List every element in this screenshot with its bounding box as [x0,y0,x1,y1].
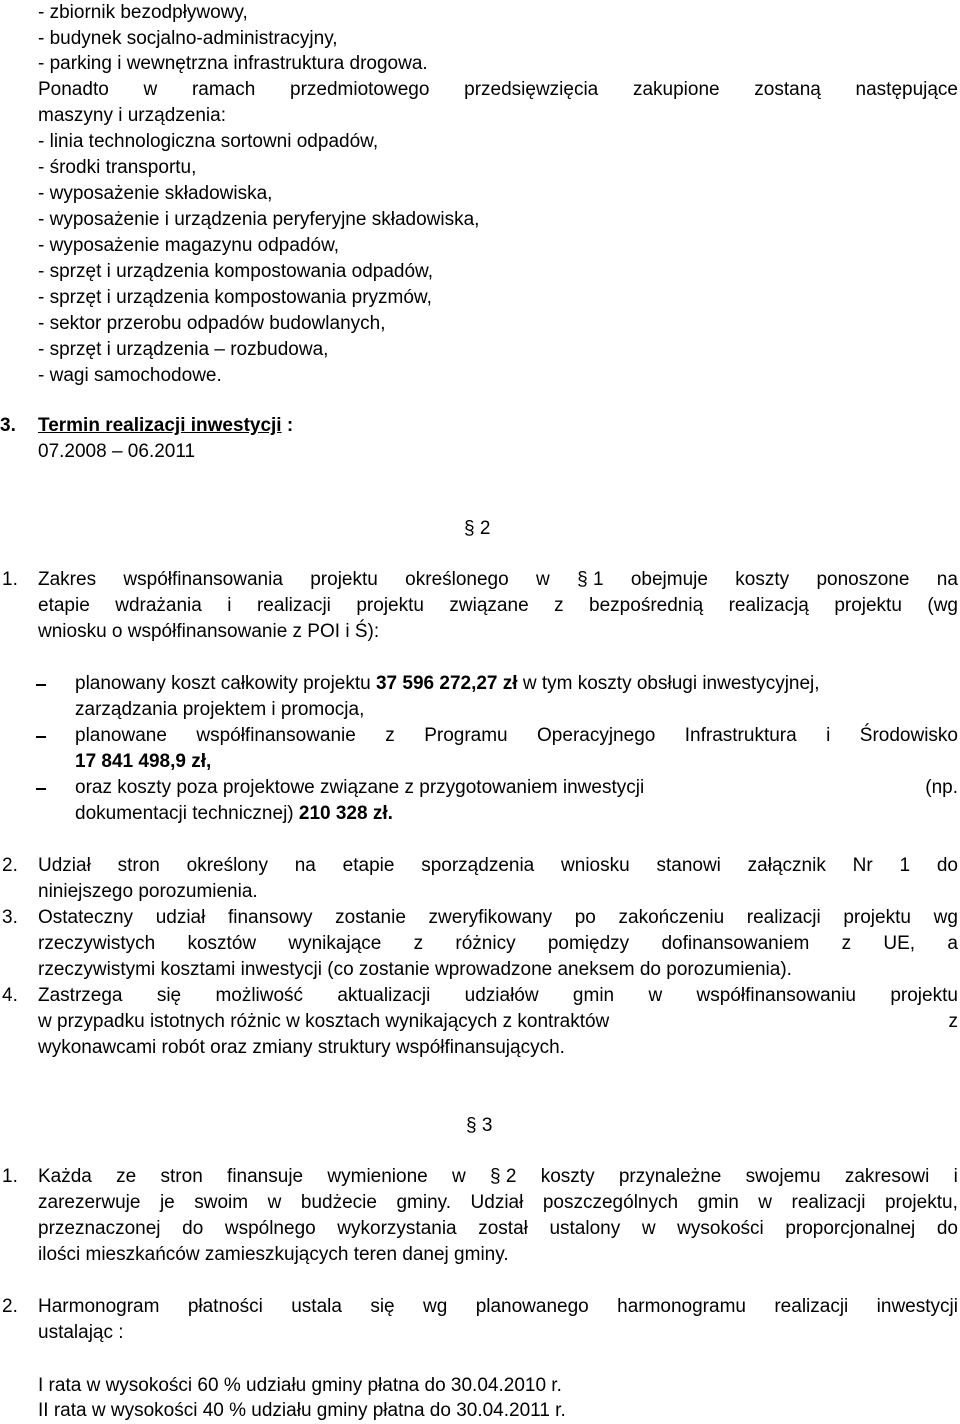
list-item: - wyposażenie składowiska, [38,183,273,204]
word: kosztów [187,933,257,954]
justified-line [75,778,958,797]
word: projektu, [884,1192,958,1213]
word: do [182,1218,204,1239]
word: ramach [191,79,256,100]
list-item: - sprzęt i urządzenia – rozbudowa, [38,339,329,360]
bullet-line [75,804,958,823]
word: Harmonogram [38,1296,160,1317]
installment-2: II rata w wysokości 40 % udziału gminy płatna do 30.04.2011 r. [38,1400,566,1421]
section-number: 3. [0,415,16,436]
word: realizacją [728,595,809,616]
text-span: planowany koszt całkowity projektu [75,673,376,694]
word: możliwość [215,985,304,1006]
word: Udział [470,1192,524,1213]
justified-line [38,1193,958,1212]
list-item: - środki transportu, [38,157,197,178]
word: swoim [194,1192,249,1213]
word: Zastrzega [38,985,123,1006]
word: gminy. [396,1192,452,1213]
justified-line [38,986,958,1005]
text-line: ilości mieszkańców zamieszkujących teren danej gminy. [38,1244,509,1265]
word: zostaną [754,79,821,100]
word: zakresowi [844,1166,930,1187]
word: stron [117,855,160,876]
word: załącznik [747,855,826,876]
justified-line [75,726,958,745]
section-heading-3: § 3 [466,1115,493,1136]
installment-1: I rata w wysokości 60 % udziału gminy płatna do 30.04.2010 r. [38,1375,562,1396]
word: projektu [834,595,902,616]
paragraph-number: 2. [2,855,18,876]
word: i [826,725,831,746]
word: z [948,1011,958,1032]
justified-line [38,1012,958,1031]
word: płatności [187,1296,263,1317]
word: projektu [843,907,911,928]
word: współfinansowanie [196,725,356,746]
word: następujące [855,79,958,100]
word: dofinansowaniem [661,933,810,954]
word: finansowy [227,907,313,928]
word: w [267,1192,282,1213]
word: się [370,1296,395,1317]
word: związane [449,595,529,616]
word: Zakres [38,569,97,590]
word: wniosku [561,855,630,876]
bullet-dash [36,684,46,686]
termin-heading [38,416,293,435]
word: z [841,933,852,954]
list-item: - sektor przerobu odpadów budowlanych, [38,313,386,334]
word: pomiędzy [547,933,630,954]
word: rzeczywistych [38,933,156,954]
word: z [385,725,395,746]
justified-line [38,908,958,927]
word: realizacji [774,1296,849,1317]
word: w [536,569,550,590]
word: inwestycji [876,1296,958,1317]
word: do [936,1218,958,1239]
word: Środowisko [859,725,958,746]
list-item: - sprzęt i urządzenia kompostowania pryzmów, [38,287,432,308]
word: je [159,1192,175,1213]
text-span: dokumentacji technicznej) [75,803,299,824]
justified-line [38,1219,958,1238]
word: ze [116,1166,137,1187]
word: stanowi [656,855,721,876]
word: wysokości [677,1218,764,1239]
word: Ostateczny [38,907,134,928]
word: oraz koszty poza projektowe związane z przygotowaniem inwestycji [75,777,645,798]
word: zakupione [632,79,720,100]
word: obejmuje [630,569,708,590]
text-line: - budynek socjalno-administracyjny, [38,28,338,49]
word: przynależne [618,1166,722,1187]
termin-colon: : [281,415,294,436]
word: wg [933,907,958,928]
text-line: - zbiornik bezodpływowy, [38,2,248,23]
word: gmin [572,985,615,1006]
word: projektu [890,985,958,1006]
word: określonego [405,569,509,590]
word: po [574,907,596,928]
word: wdrażania [115,595,202,616]
list-item: - wyposażenie magazynu odpadów, [38,235,340,256]
text-line: rzeczywistymi kosztami inwestycji (co zostanie wprowadzone aneksem do porozumienia). [38,959,792,980]
word: przeznaczonej [38,1218,161,1239]
word: koszty [540,1166,595,1187]
word: planowane [75,725,167,746]
word: UE, [883,933,916,954]
word: w [143,79,158,100]
text-span: w tym koszty obsługi inwestycyjnej, [517,673,820,694]
word: poszczególnych [542,1192,679,1213]
word: Nr [852,855,873,876]
word: określony [186,855,268,876]
word: 1 [899,855,911,876]
paragraph-number: 4. [2,985,18,1006]
extra-cost: 210 328 zł. [298,803,393,824]
text-line: - parking i wewnętrzna infrastruktura drogowa. [38,53,428,74]
word: Operacyjnego [537,725,656,746]
word: budżecie [300,1192,377,1213]
word: harmonogramu [617,1296,746,1317]
total-cost: 37 596 272,27 zł [375,673,518,694]
word: stron [160,1166,203,1187]
word: w [648,985,663,1006]
word: w przypadku istotnych różnic w kosztach wynikających z kontraktów [38,1011,610,1032]
word: ustala [291,1296,342,1317]
word: się [156,985,182,1006]
word: ponoszone [816,569,910,590]
list-item: - linia technologiczna sortowni odpadów, [38,131,379,152]
cofinancing-amount: 17 841 498,9 zł, [75,751,212,772]
word: przedsięwzięcia [464,79,599,100]
word: ustalony [549,1218,621,1239]
termin-dates: 07.2008 – 06.2011 [38,441,196,462]
word: przedmiotowego [290,79,430,100]
word: współfinansowania [123,569,283,590]
text-line: zarządzania projektem i promocja, [75,699,365,720]
text-line: niniejszego porozumienia. [38,881,258,902]
list-item: - wyposażenie i urządzenia peryferyjne składowiska, [38,209,480,230]
text-line: wniosku o współfinansowanie z POI i Ś): [38,621,380,642]
word: w [641,1218,656,1239]
word: realizacji [746,907,821,928]
word: bezpośrednią [589,595,704,616]
word: etapie [38,595,90,616]
paragraph-number: 3. [2,907,18,928]
word: zakończeniu [618,907,725,928]
word: sporządzenia [421,855,535,876]
justified-line [38,80,958,99]
paragraph-number: 1. [2,569,18,590]
termin-title: Termin realizacji inwestycji [38,415,282,436]
word: Każda [38,1166,92,1187]
justified-line [38,1167,958,1186]
word: a [947,933,958,954]
justified-line [38,934,958,953]
word: i [227,595,232,616]
word: (np. [925,777,958,798]
word: wymienione [327,1166,428,1187]
word: wykorzystania [337,1218,457,1239]
paragraph-number: 2. [2,1296,18,1317]
justified-line [38,570,958,589]
word: § 1 [577,569,604,590]
word: Infrastruktura [684,725,797,746]
list-item: - wagi samochodowe. [38,365,222,386]
word: swojemu [745,1166,821,1187]
word: zweryfikowany [428,907,553,928]
justified-line [38,1297,958,1316]
word: Programu [424,725,508,746]
bullet-dash [36,788,46,790]
word: Ponadto [38,79,109,100]
word: został [478,1218,528,1239]
justified-line [38,856,958,875]
word: na [294,855,316,876]
word: planowanego [475,1296,589,1317]
word: etapie [342,855,395,876]
word: i [953,1166,958,1187]
word: (wg [927,595,958,616]
text-line: wykonawcami robót oraz zmiany struktury współfinansujących. [38,1037,565,1058]
word: wg [423,1296,448,1317]
word: projektu [310,569,378,590]
justified-line [38,596,958,615]
word: wynikające [288,933,382,954]
paragraph-number: 1. [2,1166,18,1187]
word: do [936,855,958,876]
word: realizacji [256,595,331,616]
word: w [452,1166,466,1187]
word: koszty [735,569,790,590]
word: z [554,595,564,616]
section-heading-2: § 2 [464,518,491,539]
bullet-line [75,674,958,693]
bullet-dash [36,736,46,738]
word: w [758,1192,773,1213]
word: finansuje [227,1166,304,1187]
word: gmin [697,1192,739,1213]
word: różnicy [455,933,516,954]
text-line: ustalając : [38,1322,124,1343]
list-item: - sprzęt i urządzenia kompostowania odpadów, [38,261,434,282]
text-line: maszyny i urządzenia: [38,105,226,126]
word: udział [155,907,206,928]
word: Udział [38,855,91,876]
word: wspólnego [224,1218,316,1239]
word: na [936,569,958,590]
word: zostanie [335,907,406,928]
word: proporcjonalnej [785,1218,916,1239]
word: udziałów [464,985,539,1006]
word: aktualizacji [337,985,431,1006]
word: zarezerwuje [38,1192,141,1213]
word: projektu [356,595,424,616]
word: § 2 [490,1166,517,1187]
word: z [413,933,424,954]
word: realizacji [791,1192,866,1213]
word: współfinansowaniu [696,985,856,1006]
